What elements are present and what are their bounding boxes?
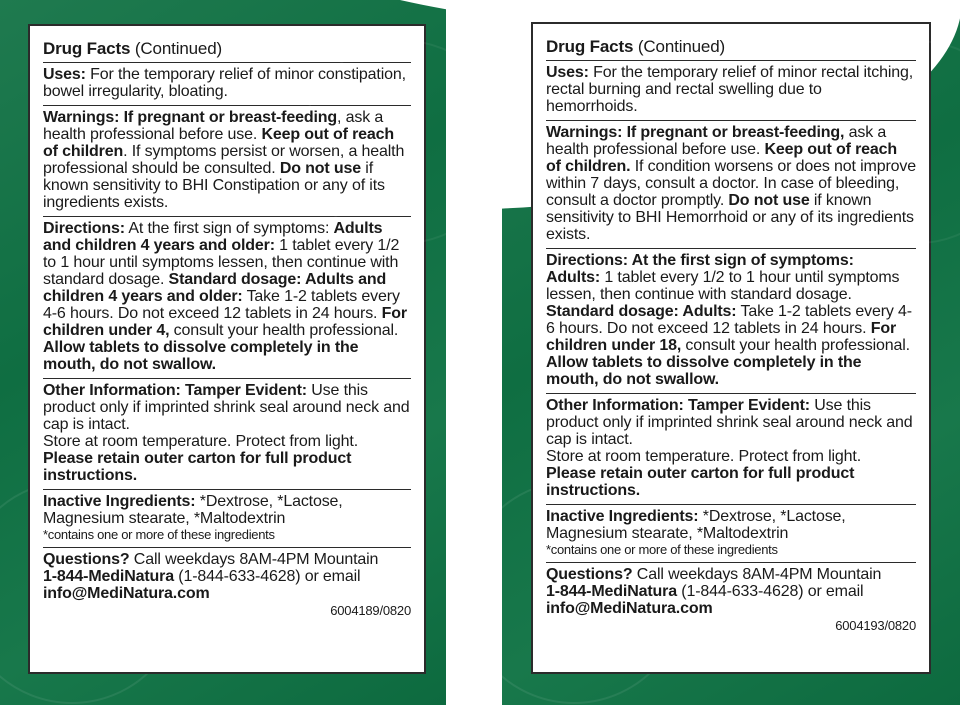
right-other-p1 — [546, 397, 916, 448]
left-warnings-keep-out: Keep out of reach of children — [43, 126, 395, 160]
right-directions-p2 — [546, 269, 916, 354]
left-directions-dissolve: Allow tablets to dissolve completely in the mouth, do not swallow. — [43, 339, 359, 373]
left-uses-text: For the temporary relief of minor constipation, bowel irregularity, bloating. — [43, 66, 406, 100]
right-uses-section — [546, 60, 916, 120]
left-directions-standard-dosage: Standard dosage: Adults and children 4 years and older: — [43, 271, 387, 305]
left-questions-p1 — [43, 551, 411, 568]
left-inactive-section — [43, 489, 411, 547]
left-directions-label: Directions: — [43, 220, 125, 237]
left-warnings-text-3: if known sensitivity to BHI Constipation or any of its ingredients exists. — [43, 160, 385, 211]
left-header-title: Drug Facts — [43, 39, 131, 58]
left-other-retain: Please retain outer carton for full product instructions. — [43, 450, 352, 484]
left-directions-text-4: consult your health professional. — [169, 322, 399, 339]
right-other-retain-p — [546, 465, 916, 499]
left-directions-section — [43, 216, 411, 378]
left-questions-text: Call weekdays 8AM-4PM Mountain — [129, 551, 379, 568]
right-warnings-text-3: if known sensitivity to BHI Hemorrhoid or any of its ingredients exists. — [546, 192, 914, 243]
left-warnings-text-2: . If symptoms persist or worsen, a health professional should be consulted. — [43, 143, 405, 177]
right-inactive-section — [546, 504, 916, 562]
right-inactive-text: *Dextrose, *Lactose, Magnesium stearate, *Maltodextrin — [546, 508, 846, 542]
right-questions-p2 — [546, 583, 916, 600]
left-inactive-p — [43, 493, 411, 527]
right-inactive-p — [546, 508, 916, 542]
left-questions-email: info@MediNatura.com — [43, 585, 210, 602]
right-questions-phone: 1-844-MediNatura — [546, 583, 677, 600]
right-other-retain: Please retain outer carton for full product instructions. — [546, 465, 855, 499]
left-inactive-label: Inactive Ingredients: — [43, 493, 196, 510]
right-directions-text-2: 1 tablet every 1/2 to 1 hour until symptoms lessen, then continue with standard dosage. — [546, 269, 900, 303]
left-uses-label: Uses: — [43, 66, 86, 83]
left-questions-phone: 1-844-MediNatura — [43, 568, 174, 585]
left-warnings-section — [43, 105, 411, 216]
right-other-store: Store at room temperature. Protect from light. — [546, 448, 862, 465]
right-drug-facts-box — [531, 22, 931, 674]
right-warnings-text-1: ask a health professional before use. — [546, 124, 887, 158]
right-directions-p1 — [546, 252, 916, 269]
left-warnings-text-1: , ask a health professional before use. — [43, 109, 384, 143]
left-header — [43, 32, 411, 62]
left-other-text: Use this product only if imprinted shrink seal around neck and cap is intact. — [43, 382, 410, 433]
left-inactive-note: *contains one or more of these ingredients — [43, 527, 275, 542]
right-other-information-section — [546, 393, 916, 504]
right-header-continued: (Continued) — [633, 37, 726, 56]
right-questions-text: Call weekdays 8AM-4PM Mountain — [632, 566, 882, 583]
right-warnings-label: Warnings: If pregnant or breast-feeding, — [546, 124, 845, 141]
left-other-information-section — [43, 378, 411, 489]
left-questions-phone-number: (1-844-633-4628) or email — [173, 568, 361, 585]
right-uses-label: Uses: — [546, 64, 589, 81]
left-other-p1 — [43, 382, 411, 433]
left-directions-text-1: At the first sign of symptoms: — [124, 220, 334, 237]
left-product-code: 6004189/0820 — [330, 603, 411, 618]
right-label-panel — [502, 0, 960, 705]
left-inactive-text: *Dextrose, *Lactose, Magnesium stearate, *Maltodextrin — [43, 493, 343, 527]
left-questions-p2 — [43, 568, 411, 585]
right-questions-section — [546, 562, 916, 634]
right-other-text: Use this product only if imprinted shrink seal around neck and cap is intact. — [546, 397, 913, 448]
right-directions-section — [546, 248, 916, 393]
right-directions-children: For children under 18, — [546, 320, 897, 354]
left-uses-section — [43, 62, 411, 105]
right-directions-p3 — [546, 354, 916, 388]
left-questions-p3 — [43, 585, 411, 602]
left-header-continued: (Continued) — [130, 39, 223, 58]
right-warnings-do-not-use: Do not use — [728, 192, 810, 209]
right-warnings-keep-out: Keep out of reach of children. — [546, 141, 898, 175]
left-warnings-do-not-use: Do not use — [279, 160, 362, 177]
right-directions-dissolve: Allow tablets to dissolve completely in the mouth, do not swallow. — [546, 354, 862, 388]
right-directions-text-4: consult your health professional. — [681, 337, 910, 354]
right-directions-standard-dosage: Standard dosage: Adults: — [546, 303, 737, 320]
left-other-store: Store at room temperature. Protect from light. — [43, 433, 359, 450]
right-questions-phone-number: (1-844-633-4628) or email — [676, 583, 864, 600]
right-uses-text: For the temporary relief of minor rectal itching, rectal burning and rectal swelling due to hemorrhoids. — [546, 64, 914, 115]
left-questions-section — [43, 547, 411, 619]
left-other-retain-p — [43, 450, 411, 484]
right-warnings-section — [546, 120, 916, 248]
right-header — [546, 30, 916, 60]
left-drug-facts-box — [28, 24, 426, 674]
right-product-code: 6004193/0820 — [835, 618, 916, 633]
right-questions-email: info@MediNatura.com — [546, 600, 713, 617]
left-warnings-label: Warnings: If pregnant or breast-feeding — [43, 109, 338, 126]
left-directions-text-2: 1 tablet every 1/2 to 1 hour until symptoms lessen, then continue with standard dosage. — [43, 237, 400, 288]
right-questions-p1 — [546, 566, 916, 583]
right-directions-text-3: Take 1-2 tablets every 4-6 hours. Do not exceed 12 tablets in 24 hours. — [546, 303, 912, 337]
right-questions-p3 — [546, 600, 916, 617]
left-directions-adults: Adults and children 4 years and older: — [43, 220, 383, 254]
left-questions-label: Questions? — [43, 551, 130, 568]
left-label-panel — [0, 0, 446, 705]
right-questions-label: Questions? — [546, 566, 633, 583]
left-directions-text-3: Take 1-2 tablets every 4-6 hours. Do not exceed 12 tablets in 24 hours. — [43, 288, 400, 322]
left-other-label: Other Information: Tamper Evident: — [43, 382, 307, 399]
right-directions-adults: Adults: — [546, 269, 601, 286]
right-inactive-label: Inactive Ingredients: — [546, 508, 699, 525]
right-other-label: Other Information: Tamper Evident: — [546, 397, 810, 414]
right-directions-label: Directions: At the first sign of symptoms: — [546, 252, 854, 269]
right-inactive-note: *contains one or more of these ingredients — [546, 542, 778, 557]
right-header-title: Drug Facts — [546, 37, 634, 56]
left-directions-children: For children under 4, — [43, 305, 407, 339]
right-warnings-text-2: If condition worsens or does not improve within 7 days, consult a doctor. In case of bleeding, consult a doctor promptly. — [546, 158, 916, 209]
